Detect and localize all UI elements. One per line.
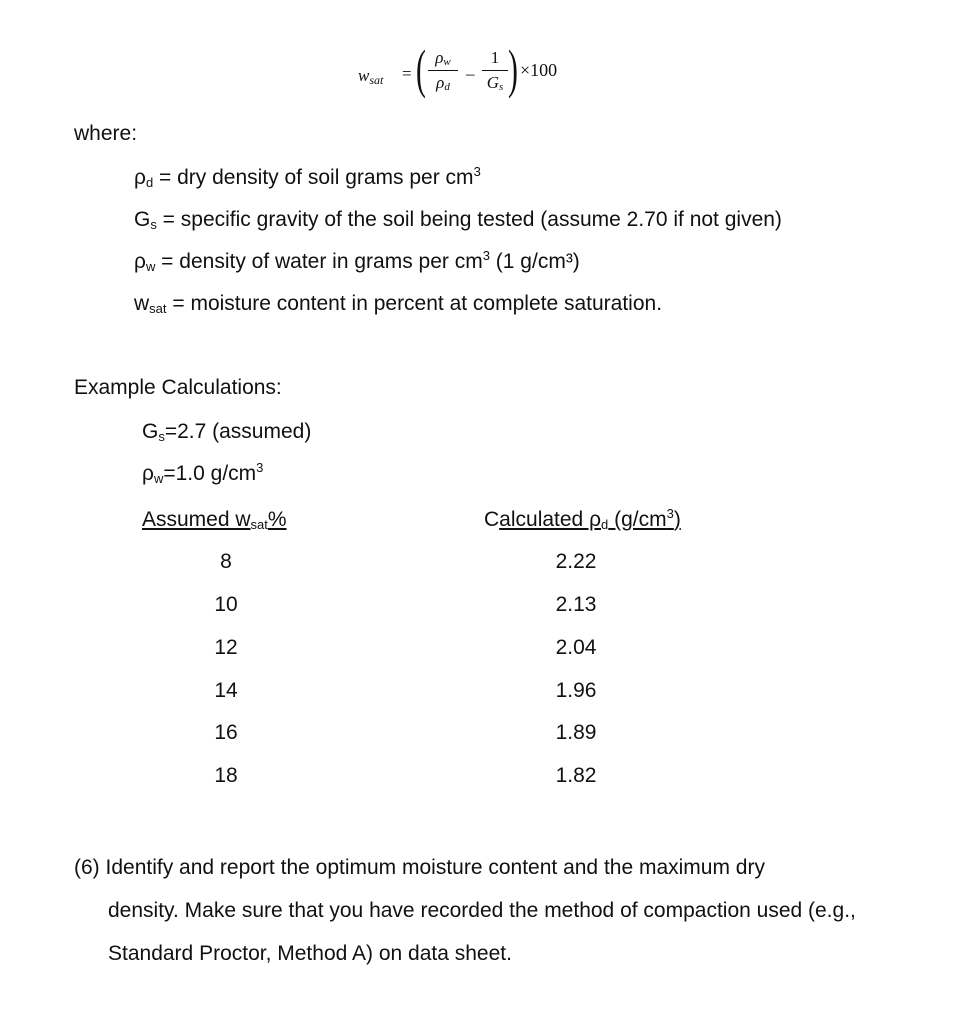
right-paren: )	[508, 39, 518, 99]
definition-moisture-content: $w_{sat}$ = moisture content in percent at complete saturation.	[134, 292, 663, 316]
table-cell-wsat: 8	[220, 550, 232, 573]
column-header-assumed-wsat: Assumed $w_{sat}\%$	[142, 508, 287, 532]
where-label: where:	[74, 122, 138, 145]
formula-minus: –	[466, 64, 475, 83]
example-title: Example Calculations:	[74, 376, 282, 399]
table-cell-density: 2.04	[555, 636, 597, 659]
left-paren: (	[416, 39, 426, 99]
formula-equals: =	[402, 64, 412, 83]
table-cell-density: 2.22	[555, 550, 597, 573]
table-cell-wsat: 10	[214, 593, 238, 616]
table-cell-density: 1.96	[555, 679, 597, 702]
table-cell-density: 1.82	[555, 764, 597, 787]
table-cell-density: 1.89	[555, 721, 597, 744]
saturation-formula	[340, 36, 600, 116]
definition-water-density: $\rho_w$ = density of water in grams per $cm^3$ (1 g/cm³)	[134, 248, 580, 274]
table-cell-wsat: 14	[214, 679, 238, 702]
example-pw: $\rho_w=1.0$ $g/cm^3$	[142, 460, 264, 486]
definition-dry-density: $\rho_d$ = dry density of soil grams per $cm^3$	[134, 164, 481, 190]
fraction-1-gs: 1 $G_s$	[482, 48, 508, 93]
column-header-calculated-density: Calculated $\rho_d$ $(g/cm^3)$	[484, 506, 681, 532]
table-cell-wsat: 12	[214, 636, 238, 659]
formula-lhs: $w_{sat}$	[358, 66, 384, 87]
example-gs: $G_s=2.7$ (assumed)	[142, 420, 312, 444]
step-6-instructions	[74, 846, 914, 975]
table-cell-density: 2.13	[555, 593, 597, 616]
fraction-pw-pd: $\rho_w$ $\rho_d$	[428, 48, 458, 93]
formula-multiplier: ×100	[520, 60, 558, 80]
definition-specific-gravity: $G_s$ = specific gravity of the soil being tested (assume 2.70 if not given)	[134, 208, 782, 232]
step-6-continuation: density. Make sure that you have recorded the method of compaction used (e.g., Standard Proctor, Method A) on data sheet.	[108, 899, 856, 965]
table-cell-wsat: 16	[214, 721, 238, 744]
step-6-first-line: (6) Identify and report the optimum moisture content and the maximum dry	[74, 856, 765, 879]
table-cell-wsat: 18	[214, 764, 238, 787]
